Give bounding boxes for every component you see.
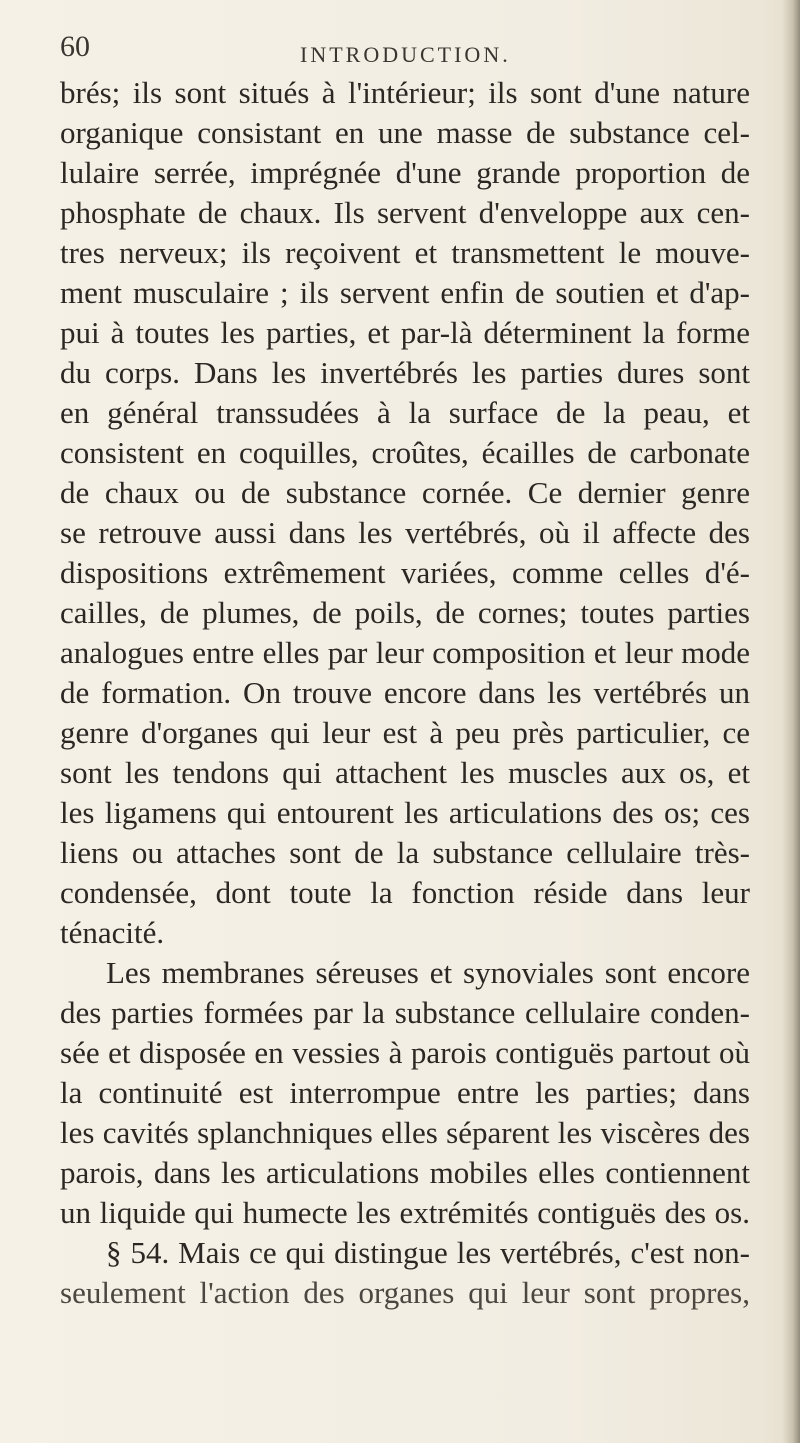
text-line: les ligamens qui entourent les articulations des os; ces	[60, 795, 750, 830]
text-line: la continuité est interrompue entre les parties; dans	[60, 1075, 750, 1110]
text-line: liens ou attaches sont de la substance cellulaire très-	[60, 835, 750, 870]
text-line: parois, dans les articulations mobiles elles contiennent	[60, 1155, 750, 1190]
text-line: sée et disposée en vessies à parois contiguës partout où	[60, 1035, 750, 1070]
text-line: tres nerveux; ils reçoivent et transmettent le mouve-	[60, 235, 750, 270]
page-edge-shadow	[782, 0, 800, 1443]
text-line: des parties formées par la substance cellulaire conden-	[60, 995, 750, 1030]
text-line: brés; ils sont situés à l'intérieur; ils sont d'une nature	[60, 75, 750, 110]
text-line: du corps. Dans les invertébrés les parties dures sont	[60, 355, 750, 390]
paragraph-start-line: Les membranes séreuses et synoviales sont encore	[106, 955, 750, 990]
text-line: analogues entre elles par leur composition et leur mode	[60, 635, 750, 670]
text-line: les cavités splanchniques elles séparent les viscères des	[60, 1115, 750, 1150]
text-line: de chaux ou de substance cornée. Ce dernier genre	[60, 475, 750, 510]
text-line: se retrouve aussi dans les vertébrés, où il affecte des	[60, 515, 750, 550]
text-line: lulaire serrée, imprégnée d'une grande proportion de	[60, 155, 750, 190]
text-line: ténacité.	[60, 915, 165, 950]
text-line: un liquide qui humecte les extrémités contiguës des os.	[60, 1195, 750, 1230]
text-line: ment musculaire ; ils servent enfin de soutien et d'ap-	[60, 275, 750, 310]
text-line: consistent en coquilles, croûtes, écailles de carbonate	[60, 435, 750, 470]
text-line: cailles, de plumes, de poils, de cornes; toutes parties	[60, 595, 750, 630]
text-line: sont les tendons qui attachent les muscles aux os, et	[60, 755, 750, 790]
text-line: seulement l'action des organes qui leur sont propres,	[60, 1275, 750, 1310]
text-line: genre d'organes qui leur est à peu près particulier, ce	[60, 715, 750, 750]
section-start-line: § 54. Mais ce qui distingue les vertébrés, c'est non-	[106, 1235, 750, 1270]
text-line: en général transsudées à la surface de la peau, et	[60, 395, 750, 430]
text-line: condensée, dont toute la fonction réside dans leur	[60, 875, 750, 910]
text-line: organique consistant en une masse de substance cel-	[60, 115, 750, 150]
text-line: de formation. On trouve encore dans les vertébrés un	[60, 675, 750, 710]
page-number: 60	[60, 30, 90, 63]
running-head: INTRODUCTION.	[300, 42, 511, 67]
text-line: dispositions extrêmement variées, comme celles d'é-	[60, 555, 750, 590]
text-line: phosphate de chaux. Ils servent d'enveloppe aux cen-	[60, 195, 750, 230]
text-line: pui à toutes les parties, et par-là déterminent la forme	[60, 315, 750, 350]
